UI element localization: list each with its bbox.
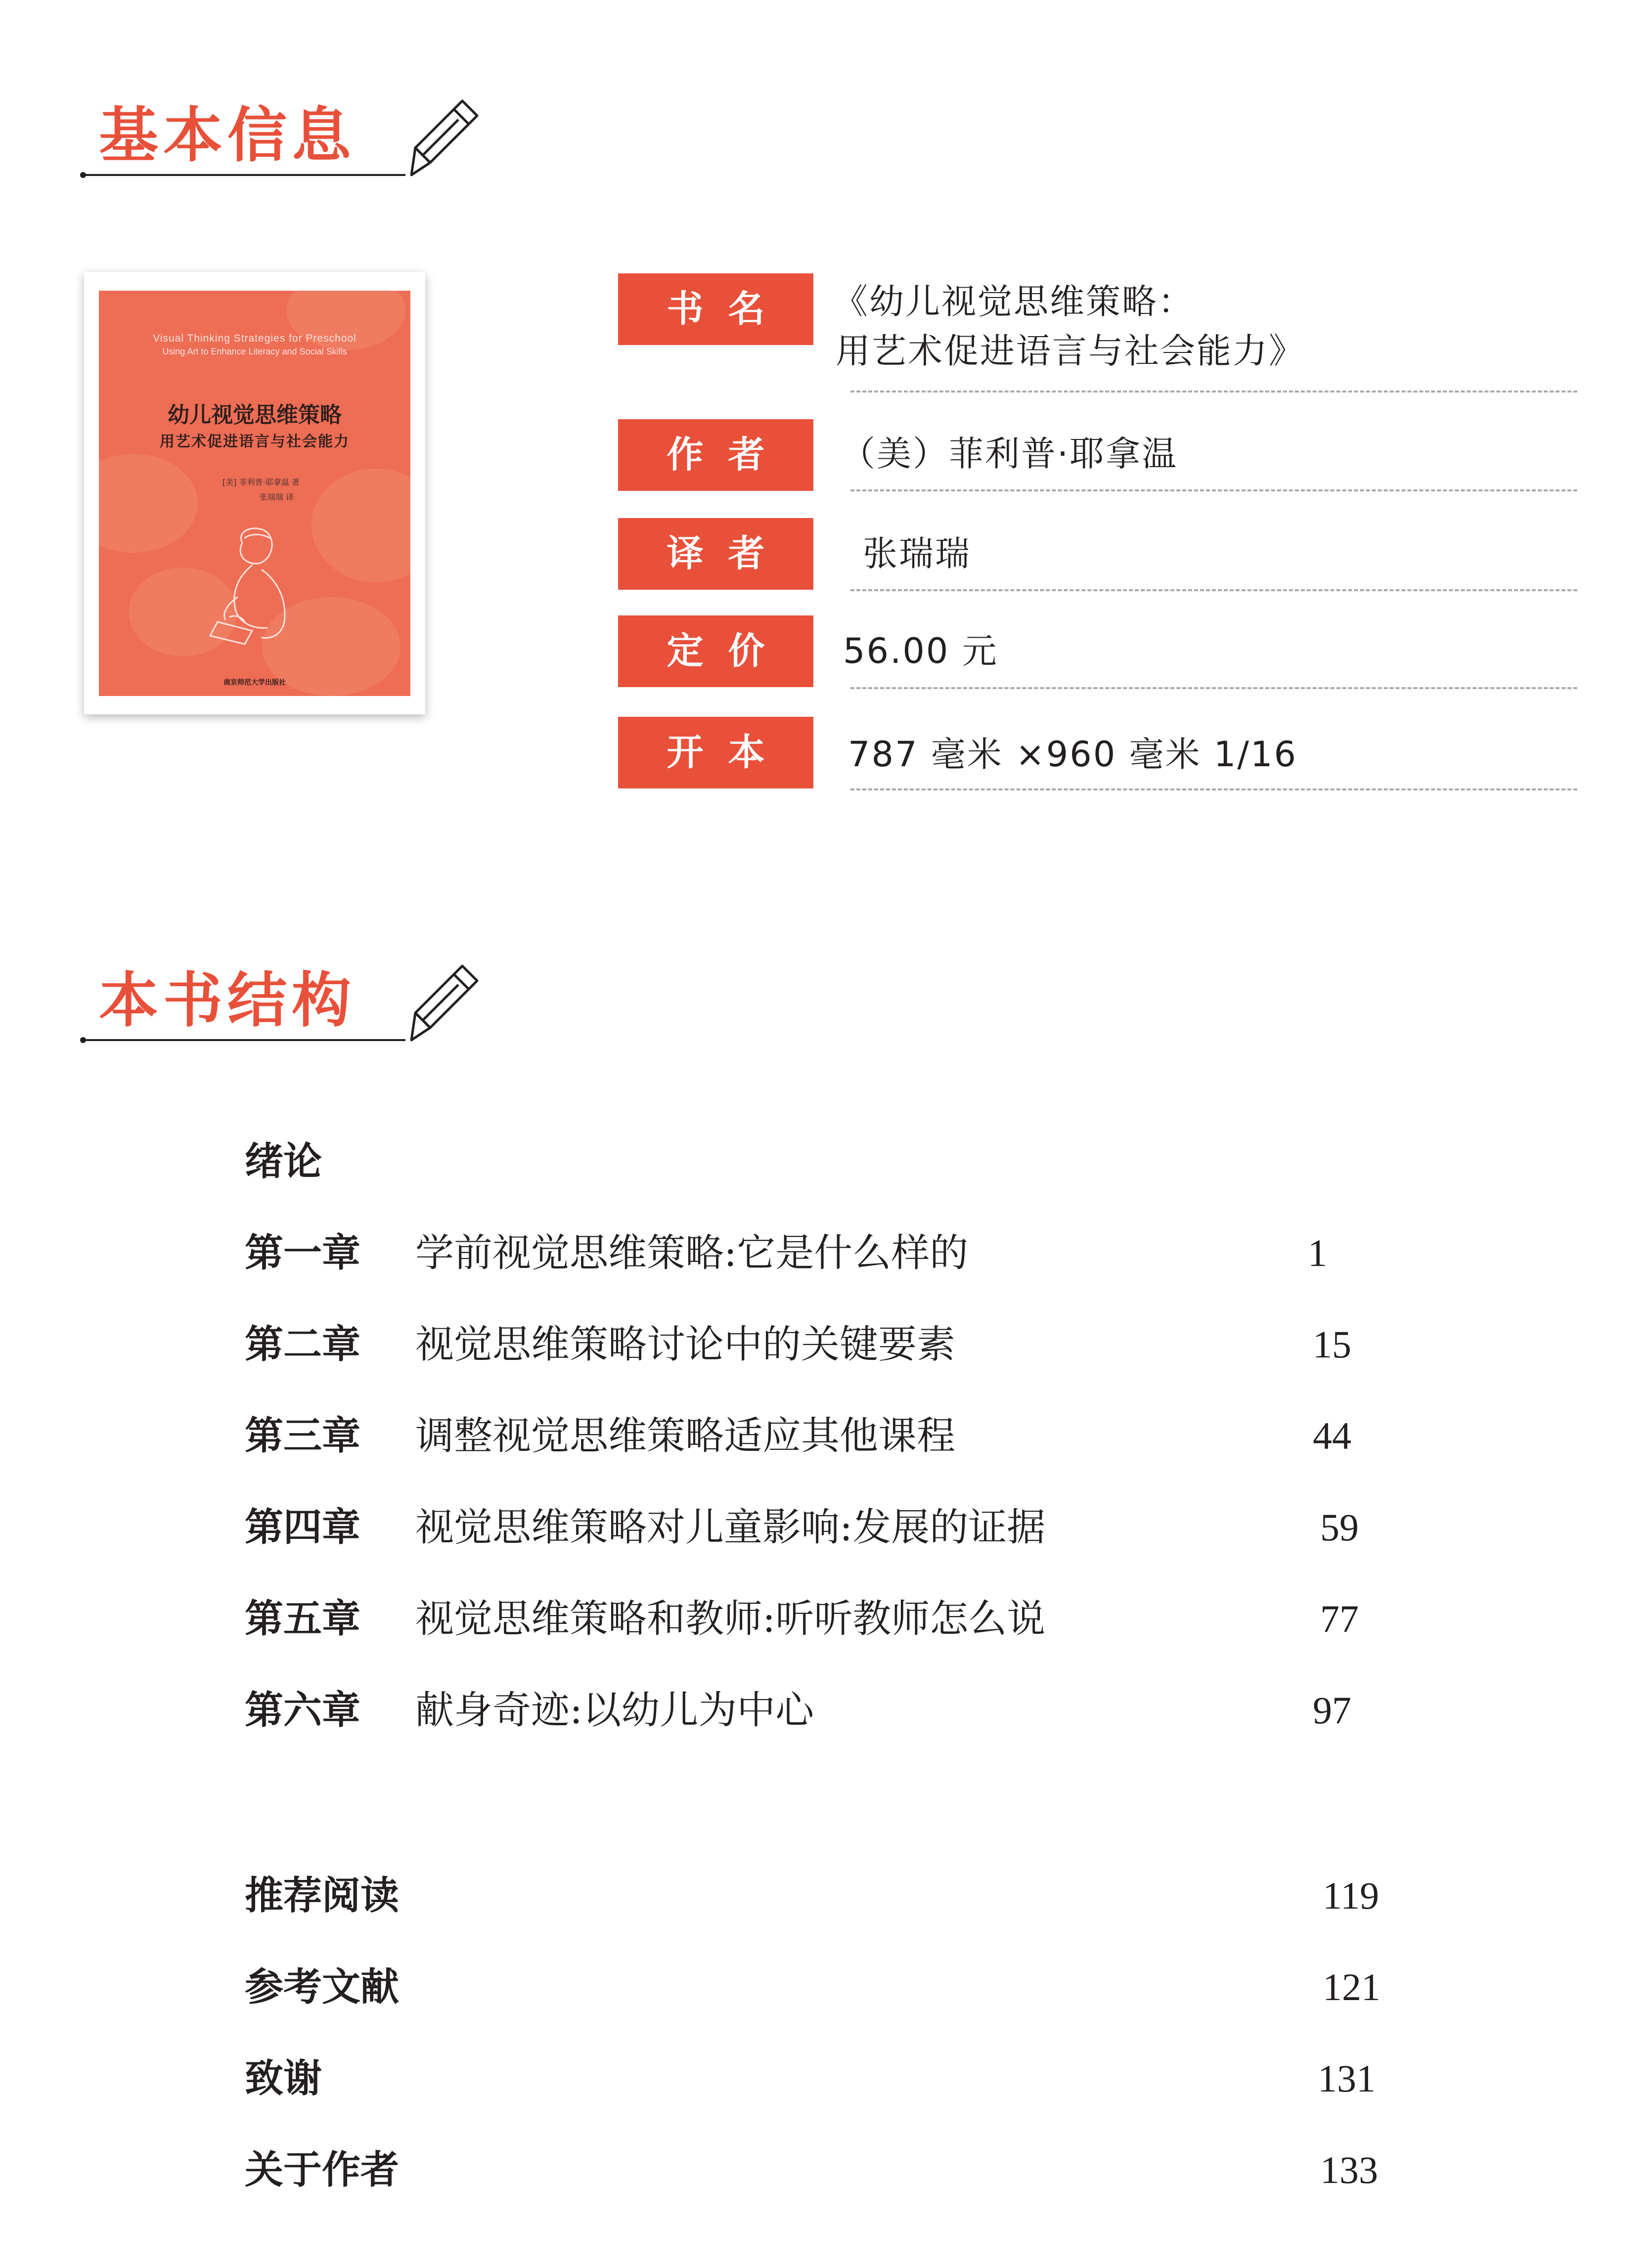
section-title-structure: 本书结构: [99, 966, 356, 1035]
cover-author: [美] 菲利普·耶拿温 著: [223, 478, 300, 487]
divider-dashed: [850, 687, 1577, 689]
toc-page-number: 59: [1320, 1506, 1359, 1549]
cover-publisher: 南京师范大学出版社: [223, 679, 286, 687]
toc-chapter-label: 第五章: [245, 1596, 361, 1641]
toc-chapter-6: [245, 1681, 1431, 1740]
toc-chapter-title: 学前视觉思维策略:它是什么样的: [415, 1231, 969, 1275]
cover-front: [99, 291, 410, 696]
section-title-basic-info: 基本信息: [99, 101, 356, 170]
toc-chapter-title: 调整视觉思维策略适应其他课程: [415, 1414, 956, 1458]
value-price: 56.00 元: [843, 631, 998, 671]
toc-page-number: 133: [1320, 2148, 1378, 2191]
toc-chapter-label: 第二章: [245, 1322, 361, 1367]
toc-page-number: 119: [1323, 1874, 1380, 1917]
toc-chapter-3: [245, 1406, 1431, 1466]
toc-appendix-label: 推荐阅读: [245, 1873, 400, 1918]
cover-subtitle-en: Using Art to Enhance Literacy and Social Skills: [162, 347, 347, 356]
toc-chapter-title: 视觉思维策略和教师:听听教师怎么说: [415, 1597, 1046, 1641]
toc-chapter-5: [245, 1589, 1431, 1649]
toc-chapter-label: 第六章: [245, 1688, 361, 1733]
toc-chapter-label: 第三章: [245, 1413, 361, 1458]
toc-chapter-label: 第一章: [245, 1230, 361, 1275]
toc-appendix-about-author: [245, 2140, 1431, 2200]
value-book-name-line2: 用艺术促进语言与社会能力》: [836, 331, 1305, 371]
heading-underline: [84, 174, 405, 176]
toc-appendix-label: 参考文献: [245, 1964, 400, 2009]
toc-appendix-label: 致谢: [245, 2056, 322, 2101]
value-book-name-line1: 《幼儿视觉思维策略：: [833, 281, 1194, 322]
divider-dashed: [850, 788, 1577, 790]
toc-page-number: 15: [1313, 1323, 1351, 1366]
cover-subtitle: 用艺术促进语言与社会能力: [160, 433, 350, 450]
cover-translator: 张瑞瑞 译: [260, 492, 294, 502]
toc-chapter-title: 视觉思维策略对儿童影响:发展的证据: [415, 1505, 1046, 1550]
pencil-icon: [410, 97, 480, 183]
toc-page-number: 131: [1318, 2057, 1376, 2100]
toc-appendix-acknowledgements: [245, 2049, 1431, 2108]
label-book-name: 书名: [618, 273, 813, 345]
toc-page-number: 121: [1323, 1965, 1381, 2008]
label-price: 定价: [618, 615, 813, 687]
divider-dashed: [850, 589, 1577, 591]
toc-page-number: 97: [1313, 1689, 1351, 1732]
cover-title: 幼儿视觉思维策略: [168, 402, 342, 428]
toc-chapter-label: 第四章: [245, 1505, 361, 1550]
value-translator: 张瑞瑞: [863, 533, 971, 574]
toc-page-number: 1: [1308, 1231, 1327, 1274]
section-basic-info: [84, 99, 490, 213]
cover-title-en: Visual Thinking Strategies for Preschool: [153, 333, 356, 344]
toc-page-number: 77: [1320, 1597, 1359, 1640]
toc-chapter-2: [245, 1315, 1431, 1374]
toc-chapter-title: 献身奇迹:以幼儿为中心: [415, 1688, 814, 1733]
book-cover: [84, 272, 425, 714]
toc-appendix-references: [245, 1958, 1431, 2017]
heading-underline: [84, 1039, 405, 1041]
toc-chapter-title: 视觉思维策略讨论中的关键要素: [415, 1322, 956, 1367]
label-format: 开本: [618, 717, 813, 788]
value-author: （美）菲利普·耶拿温: [841, 434, 1178, 474]
toc-chapter-4: [245, 1498, 1431, 1557]
toc-appendix-label: 关于作者: [245, 2147, 400, 2192]
label-author: 作者: [618, 419, 813, 491]
divider-dashed: [850, 489, 1577, 491]
toc-appendix-recommended-reading: [245, 1866, 1431, 1925]
toc-intro: [245, 1132, 1431, 1191]
toc-chapter-1: [245, 1223, 1431, 1283]
value-format: 787 毫米 ×960 毫米 1/16: [848, 734, 1298, 775]
label-translator: 译者: [618, 518, 813, 590]
toc-label: 绪论: [245, 1139, 322, 1184]
section-structure: [84, 964, 490, 1078]
toc-page-number: 44: [1313, 1414, 1351, 1457]
divider-dashed: [850, 391, 1577, 393]
pencil-icon: [410, 962, 480, 1048]
child-drawing-icon: [188, 523, 326, 652]
